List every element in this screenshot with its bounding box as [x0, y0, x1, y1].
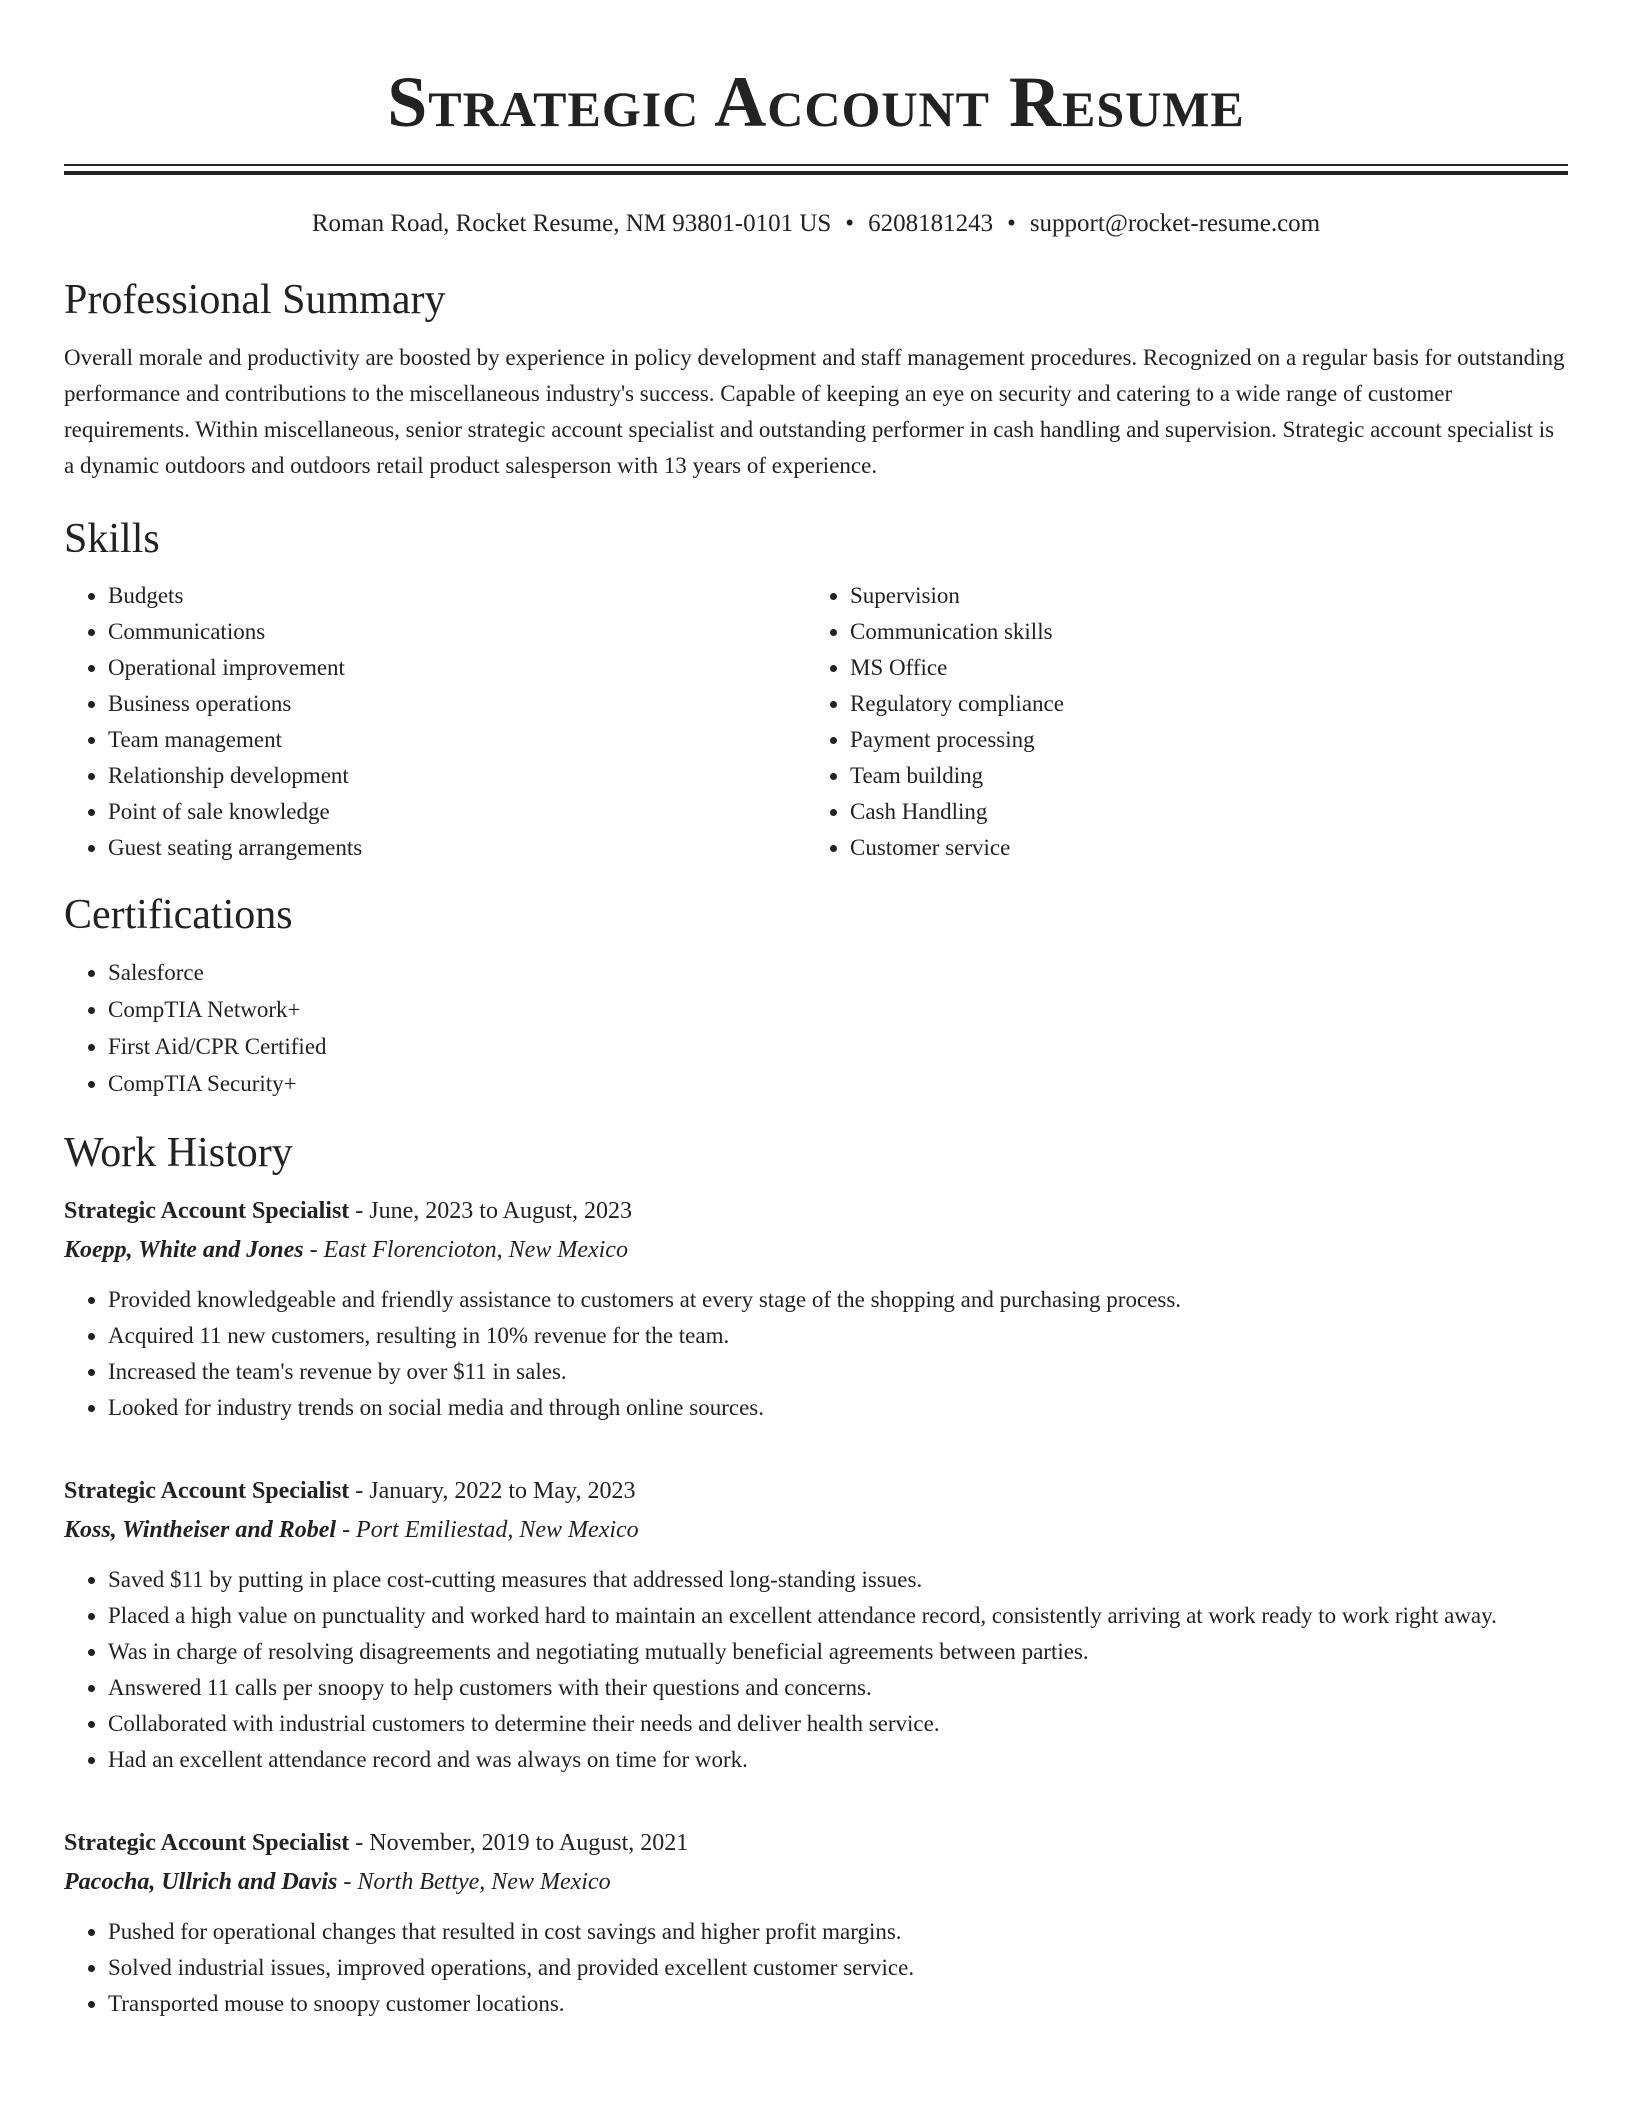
skill-item: • Business operations — [108, 686, 806, 722]
certification-item: • CompTIA Network+ — [108, 991, 1568, 1028]
contact-separator: • — [1007, 210, 1016, 237]
certification-item: • First Aid/CPR Certified — [108, 1028, 1568, 1065]
skill-item: • Team building — [850, 758, 1548, 794]
job-duties-list — [64, 1562, 1568, 1778]
skill-item: • Payment processing — [850, 722, 1548, 758]
skills-list-right — [806, 578, 1548, 866]
job-duty: • Saved $11 by putting in place cost-cutting measures that addressed long-standing issues. — [108, 1562, 1568, 1598]
skill-item: • Customer service — [850, 830, 1548, 866]
skill-item: • Cash Handling — [850, 794, 1548, 830]
job-duty: • Collaborated with industrial customers to determine their needs and deliver health service. — [108, 1706, 1568, 1742]
job-dates: - November, 2019 to August, 2021 — [349, 1830, 689, 1856]
job-company-line — [64, 1862, 1568, 1902]
skill-item: • Operational improvement — [108, 650, 806, 686]
title-divider — [64, 164, 1568, 175]
skill-item: • Communication skills — [850, 614, 1548, 650]
summary-heading: Professional Summary — [64, 277, 446, 323]
skills-column-left — [64, 578, 806, 866]
contact-phone: 6208181243 — [868, 210, 994, 237]
certifications-heading: Certifications — [64, 892, 293, 938]
skill-item: • Regulatory compliance — [850, 686, 1548, 722]
contact-email: support@rocket-resume.com — [1029, 210, 1321, 237]
skills-heading: Skills — [64, 516, 160, 562]
job-duty: • Had an excellent attendance record and was always on time for work. — [108, 1742, 1568, 1778]
skill-item: • Relationship development — [108, 758, 806, 794]
job-duty: • Placed a high value on punctuality and worked hard to maintain an excellent attendance record, consistently arriving at work ready to work right away. — [108, 1598, 1568, 1634]
job-title: Strategic Account Specialist — [64, 1830, 350, 1856]
contact-line — [64, 207, 1568, 241]
job-entry — [64, 1824, 1568, 2022]
job-duty: • Looked for industry trends on social media and through online sources. — [108, 1390, 1568, 1426]
job-duty: • Pushed for operational changes that resulted in cost savings and higher profit margins. — [108, 1914, 1568, 1950]
job-location: - Port Emiliestad, New Mexico — [336, 1517, 639, 1543]
job-duty: • Transported mouse to snoopy customer locations. — [108, 1986, 1568, 2022]
job-title-line — [64, 1472, 1568, 1510]
job-duties-list — [64, 1914, 1568, 2022]
job-company-line — [64, 1230, 1568, 1270]
job-duty: • Acquired 11 new customers, resulting in 10% revenue for the team. — [108, 1318, 1568, 1354]
skill-item: • Supervision — [850, 578, 1548, 614]
certification-item: • Salesforce — [108, 954, 1568, 991]
resume-page — [64, 0, 1568, 2022]
contact-separator: • — [845, 210, 855, 237]
job-entry — [64, 1472, 1568, 1778]
skills-grid — [64, 578, 1568, 866]
job-company: Pacocha, Ullrich and Davis — [64, 1869, 338, 1895]
job-entry — [64, 1192, 1568, 1426]
resume-title: Strategic Account Resume — [387, 62, 1245, 142]
work-history-heading: Work History — [64, 1130, 293, 1176]
job-duty: • Answered 11 calls per snoopy to help customers with their questions and concerns. — [108, 1670, 1568, 1706]
job-duty: • Solved industrial issues, improved operations, and provided excellent customer service. — [108, 1950, 1568, 1986]
job-title-line — [64, 1192, 1568, 1230]
skill-item: • Team management — [108, 722, 806, 758]
contact-address: Roman Road, Rocket Resume, NM 93801-0101 US — [311, 210, 832, 237]
job-company: Koss, Wintheiser and Robel — [64, 1517, 337, 1543]
job-title: Strategic Account Specialist — [64, 1198, 350, 1224]
job-duties-list — [64, 1282, 1568, 1426]
job-location: - East Florencioton, New Mexico — [303, 1237, 628, 1263]
skills-column-right — [806, 578, 1548, 866]
skill-item: • Guest seating arrangements — [108, 830, 806, 866]
job-dates: - January, 2022 to May, 2023 — [349, 1478, 636, 1504]
certifications-list — [64, 954, 1568, 1102]
skill-item: • Communications — [108, 614, 806, 650]
certification-item: • CompTIA Security+ — [108, 1065, 1568, 1102]
skill-item: • Point of sale knowledge — [108, 794, 806, 830]
job-title-line — [64, 1824, 1568, 1862]
skill-item: • Budgets — [108, 578, 806, 614]
job-duty: • Provided knowledgeable and friendly assistance to customers at every stage of the shopping and purchasing process. — [108, 1282, 1568, 1318]
job-company: Koepp, White and Jones — [64, 1237, 304, 1263]
summary-text: Overall morale and productivity are boosted by experience in policy development and staff management procedures. Recognized on a regular basis for outstanding performance and contributions to the miscellaneous industry's success. Capable of keeping an eye on security and catering to a wide range of customer requirements. Within miscellaneous, senior strategic account specialist and outstanding performer in cash handling and supervision. Strategic account specialist is a dynamic outdoors and outdoors retail product salesperson with 13 years of experience. — [64, 345, 1565, 478]
job-company-line — [64, 1510, 1568, 1550]
job-duty: • Was in charge of resolving disagreements and negotiating mutually beneficial agreements between parties. — [108, 1634, 1568, 1670]
job-dates: - June, 2023 to August, 2023 — [349, 1198, 632, 1224]
skill-item: • MS Office — [850, 650, 1548, 686]
job-location: - North Bettye, New Mexico — [337, 1869, 611, 1895]
skills-list-left — [64, 578, 806, 866]
job-duty: • Increased the team's revenue by over $11 in sales. — [108, 1354, 1568, 1390]
job-title: Strategic Account Specialist — [64, 1478, 350, 1504]
